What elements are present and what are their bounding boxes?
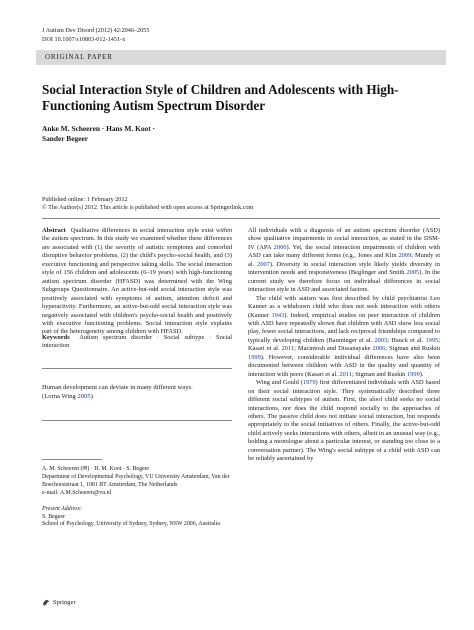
- citation-link[interactable]: 2007: [257, 260, 270, 268]
- citation-link[interactable]: 2006: [372, 345, 386, 353]
- springer-horse-icon: [42, 599, 50, 606]
- affiliation-dept: Department of Developmental Psychology, VU University Amsterdam, Van der Boechorststraat 1, 1081 BT Amsterdam, The Netherlands: [42, 473, 230, 488]
- affiliation-email[interactable]: e-mail: A.M.Scheeren@vu.nl: [42, 489, 112, 496]
- citation-link[interactable]: 2005: [406, 269, 420, 277]
- epigraph-quote: [42, 384, 222, 401]
- body-text-run: All individuals with a diagnosis of an autism spectrum disorder (ASD) show qualitative impairments in social interaction, as stated in the DSM-IV (APA: [248, 227, 440, 251]
- body-text-run: ; Mundy et al.: [248, 252, 441, 268]
- body-text-run: ; Macintosh and Dissanayake: [294, 345, 373, 353]
- present-address-name: S. Begeer: [42, 513, 65, 520]
- quote-bottom-rule: [42, 420, 232, 421]
- article-title: Social Interaction Style of Children and Adolescents with High-Functioning Autism Spectrum Disorder: [42, 82, 399, 113]
- body-text-run: ). Yet, the social interaction impairments of children with ASD can take many different forms (e.g., Jones and Klin: [248, 243, 440, 260]
- published-date: Published online: 1 February 2012: [42, 196, 128, 203]
- citation-link[interactable]: 2011: [339, 370, 352, 378]
- body-text-run: ; Hauck et al.: [387, 336, 426, 344]
- body-text-run: ). In the current study we therefore focus on individual differences in social interaction style in ASD and associated factors.: [248, 269, 440, 294]
- body-text-run: ; Sigman and Ruskin: [351, 370, 407, 378]
- citation-link[interactable]: 1995: [425, 336, 439, 344]
- present-address-dept: School of Psychology, University of Sydney, Sydney, NSW 2006, Australia: [42, 521, 220, 528]
- body-text-run: ).: [419, 370, 424, 378]
- article-type-band: [36, 50, 446, 65]
- author-line-2: Sander Begeer: [42, 134, 89, 143]
- quote-top-rule: [42, 368, 232, 369]
- author-line-1: Anke M. Scheeren · Hans M. Koot ·: [42, 124, 155, 133]
- citation-link[interactable]: 2003: [374, 336, 388, 344]
- citation-link[interactable]: 1979: [302, 379, 316, 387]
- quote-attribution: (Lorna Wing 2005): [42, 392, 93, 400]
- publication-info: [42, 196, 342, 213]
- body-text-run: ) first differentiated individuals with ASD based on their social interaction style. They systematically described three different social subtypes of autism. First, the aloof child seeks no social interactions, nor does the child respond socially to the approaches of others. The passive child does not initiate social interaction, but responds appropriately to the social initiatives of others. Finally, the active-but-odd child actively seeks interactions with others, albeit in an unusual way (e.g., holding a monologue about a particular interest, or standing too close to a conversation partner). The Wing's social subtype of a child with ASD can be reliably ascertained by: [248, 379, 440, 463]
- quote-year-link[interactable]: 2005: [77, 392, 91, 400]
- body-paragraph-3: [248, 379, 440, 464]
- publisher-name: Springer: [53, 599, 76, 606]
- body-paragraph-2: [248, 295, 440, 380]
- present-address-label: Present Address:: [42, 505, 82, 512]
- citation-link[interactable]: 1999: [248, 353, 261, 361]
- body-text-run: ). Indeed, empirical studies on peer interaction of children with ASD have repeatedly shown that children with ASD show less social play, fewer social interactions, and lack reciprocal friendships compared to typically developing children (Bauminger et al.: [248, 311, 440, 344]
- citation-link[interactable]: 1999: [406, 370, 420, 378]
- citation-link[interactable]: 1943: [271, 311, 285, 319]
- citation-link[interactable]: 2000: [273, 243, 287, 251]
- affiliation-block: [42, 466, 232, 529]
- journal-header: [42, 27, 149, 44]
- quote-text: Human development can deviate in many different ways.: [42, 384, 193, 391]
- keywords-label: Keywords: [42, 334, 70, 341]
- body-text-run: ; Kasari et al.: [248, 336, 440, 353]
- journal-citation: J Autism Dev Disord (2012) 42:2046–2055: [42, 27, 150, 34]
- abstract-label: Abstract: [42, 227, 66, 234]
- affiliation-names: A. M. Scheeren (✉) · H. M. Koot · S. Begeer: [42, 466, 150, 472]
- body-text-run: The child with autism was first described by child psychiatrist Leo Kanner as a withdrawn child who does not seek interaction with others (Kanner: [248, 294, 440, 319]
- body-text-run: Wing and Gould (: [256, 379, 303, 387]
- page-footer: [42, 599, 76, 606]
- keywords: [42, 334, 232, 351]
- footnote-rule: [42, 459, 102, 460]
- body-text: [248, 227, 440, 464]
- abstract-emphasis: within: [216, 227, 233, 234]
- author-list: [42, 124, 342, 144]
- header-divider: [42, 218, 440, 219]
- body-text-run: ). Diversity in social interaction style likely yields diversity in intervention needs and responsiveness (Beglinger and Smith: [248, 260, 440, 277]
- license-note: © The Author(s) 2012. This article is published with open access at Springerlink.com: [42, 204, 254, 212]
- abstract-text-start: Qualitative differences in social interaction style exist: [70, 227, 217, 234]
- citation-link[interactable]: 2009: [398, 252, 412, 260]
- abstract: [42, 227, 232, 337]
- body-text-run: ). However, considerable individual differences have also been documented between children with ASD in the quality and quantity of interaction with peers (Kasari et al.: [248, 353, 440, 378]
- journal-doi: DOI 10.1007/s10803-012-1451-x: [42, 35, 126, 43]
- citation-link[interactable]: 2011: [281, 345, 295, 353]
- article-type-label: ORIGINAL PAPER: [45, 53, 113, 61]
- body-paragraph-1: [248, 227, 440, 295]
- body-text-run: ; Sigman and Ruskin: [385, 345, 441, 353]
- keywords-text: Autism spectrum disorder · Social subtype · Social interaction: [42, 334, 232, 350]
- abstract-text-rest: the autism spectrum. In this study we examined whether these differences are associated with (1) the severity of autistic symptoms and comorbid disruptive behavior problems, (2) the child's psycho-social health, and (3) executive functioning and perspective taking skills. The social interaction style of 156 children and adolescents (6–19 years) with high-functioning autism spectrum disorder (HFASD) was determined with the Wing Subgroups Questionnaire. An active-but-odd social interaction style was positively associated with symptoms of autism, attention deficit and hyperactivity. Furthermore, an active-but-odd social interaction style was negatively associated with children's psycho-social health and positively with executive functioning problems. Social interaction style explains part of the heterogeneity among children with HFASD.: [42, 235, 232, 336]
